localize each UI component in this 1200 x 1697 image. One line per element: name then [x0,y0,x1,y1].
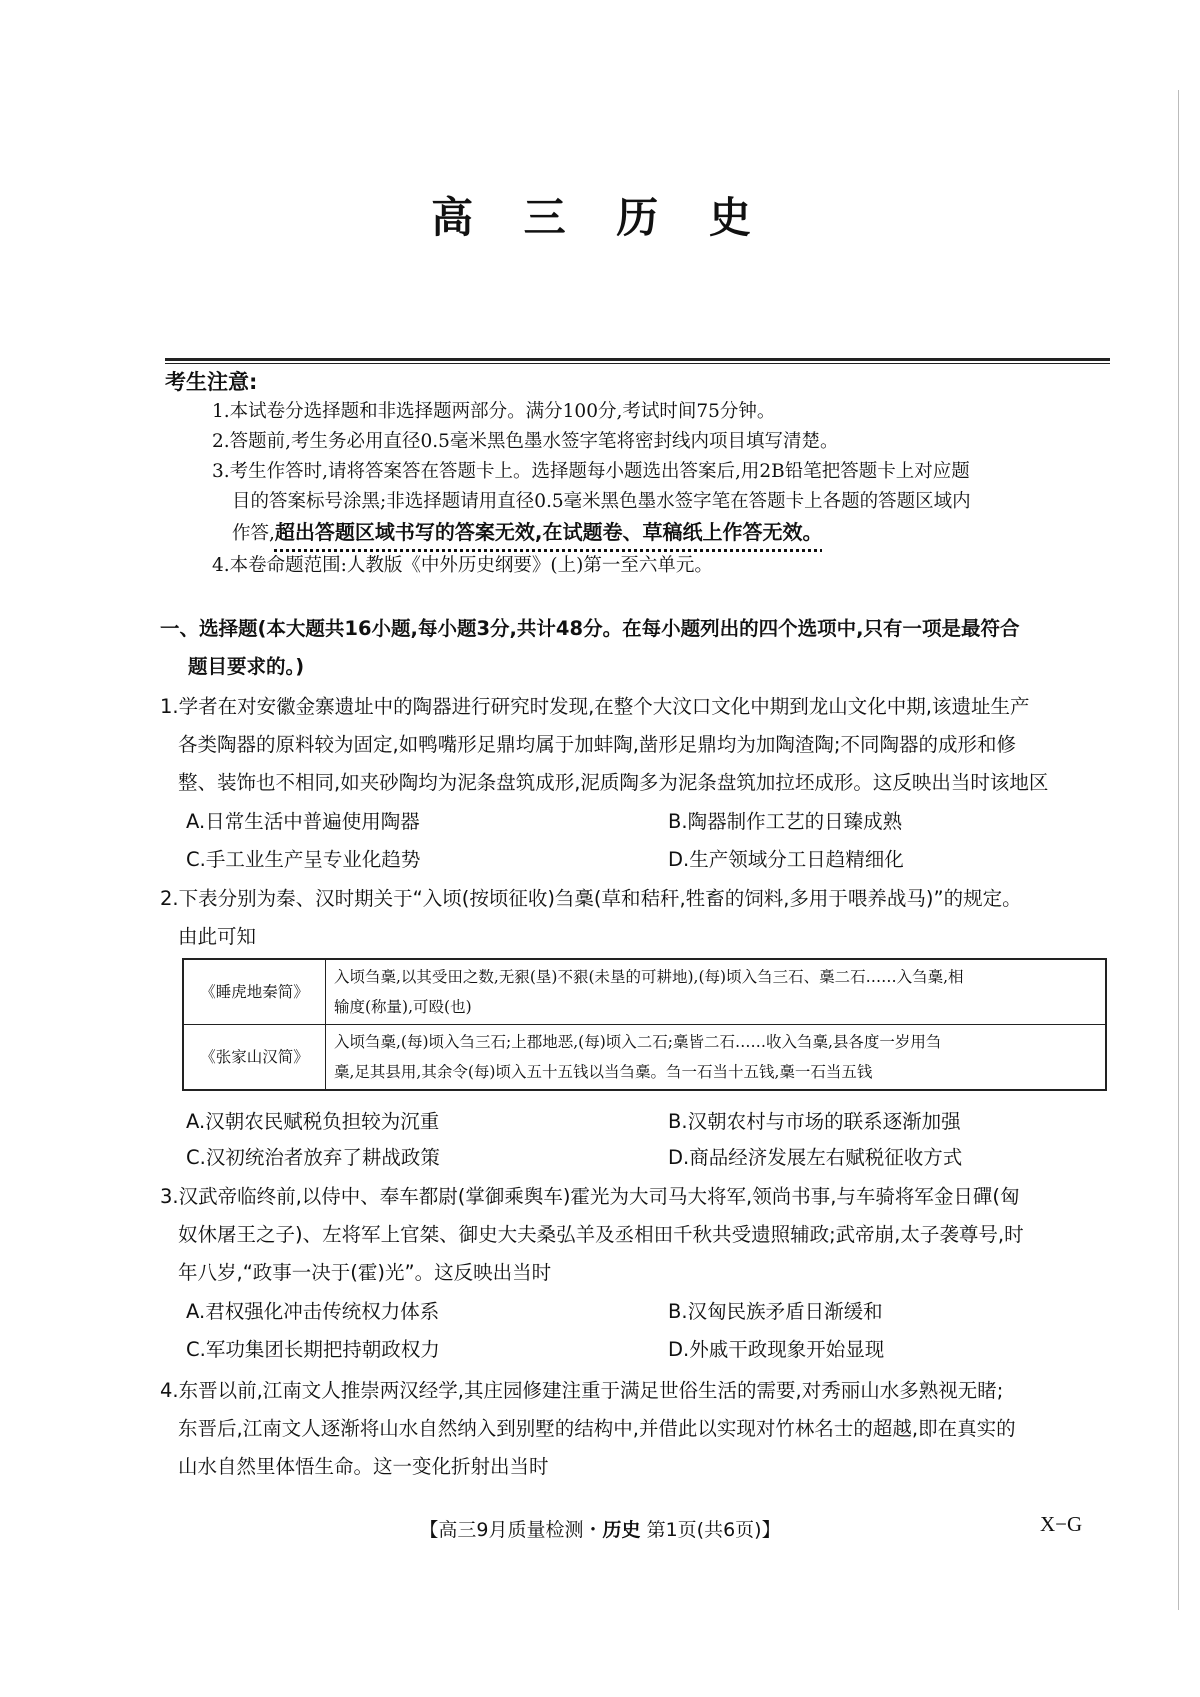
question-line: 各类陶器的原料较为固定,如鸭嘴形足鼎均属于加蚌陶,凿形足鼎均为加陶渣陶;不同陶器的成形和修 [178,733,1016,756]
table-row [183,959,1106,1025]
table-text-line: 输度(称量),可殴(也) [334,998,472,1016]
question-line: 年八岁,“政事一决于(霍)光”。这反映出当时 [178,1261,552,1284]
table-row [183,1025,1106,1091]
question-line: 3.汉武帝临终前,以侍中、奉车都尉(掌御乘舆车)霍光为大司马大将军,领尚书事,与车骑将军金日磾(匈 [160,1185,1020,1208]
question-line: 由此可知 [178,925,257,948]
divider [165,358,1110,361]
notice-item: 2.答题前,考生务必用直径0.5毫米黑色墨水签字笔将密封线内项目填写清楚。 [212,431,839,452]
section-heading [160,610,1115,686]
table-cell-source: 《张家山汉简》 [183,1025,326,1091]
scan-edge [1178,90,1179,1610]
question-line: 奴休屠王之子)、左将军上官桀、御史大夫桑弘羊及丞相田千秋共受遗照辅政;武帝崩,太子袭尊号,时 [178,1223,1024,1246]
option-c: C.汉初统治者放弃了耕战政策 [186,1146,440,1169]
section-heading-line: 一、选择题(本大题共16小题,每小题3分,共计48分。在每小题列出的四个选项中,只有一项是最符合 [160,617,1020,640]
notice-item: 1.本试卷分选择题和非选择题两部分。满分100分,考试时间75分钟。 [212,401,776,422]
question-line: 4.东晋以前,江南文人推崇两汉经学,其庄园修建注重于满足世俗生活的需要,对秀丽山水多熟视无睹; [160,1379,1004,1402]
option-a: A.汉朝农民赋税负担较为沉重 [186,1110,440,1133]
page-title: 高 三 历 史 [431,193,769,242]
footer-exam: 【高三9月质量检测・ [419,1519,603,1541]
regulation-table [182,958,1107,1091]
notice-item: 4.本卷命题范围:人教版《中外历史纲要》(上)第一至六单元。 [212,555,713,576]
question-line: 东晋后,江南文人逐渐将山水自然纳入到别墅的结构中,并借此以实现对竹林名士的超越,即在真实的 [178,1417,1016,1440]
option-b: B.汉朝农村与市场的联系逐渐加强 [668,1110,961,1133]
option-c: C.手工业生产呈专业化趋势 [186,848,421,871]
option-b: B.陶器制作工艺的日臻成熟 [668,810,903,833]
option-d: D.外戚干政现象开始显现 [668,1338,885,1361]
table-cell-source: 《睡虎地秦简》 [183,959,326,1025]
table-text-line: 入顷刍稾,以其受田之数,无豤(垦)不豤(未垦的可耕地),(每)顷入刍三石、稾二石……入刍稾,相 [334,968,964,986]
question-4 [160,1372,1115,1486]
question-2 [160,880,1115,956]
option-a: A.君权强化冲击传统权力体系 [186,1300,440,1323]
notice-item: 目的答案标号涂黑;非选择题请用直径0.5毫米黑色墨水签字笔在答题卡上各题的答题区域内 [232,491,971,512]
notice-item: 3.考生作答时,请将答案答在答题卡上。选择题每小题选出答案后,用2B铅笔把答题卡上对应题 [212,461,970,482]
question-3 [160,1178,1115,1292]
notice-heading: 考生注意: [165,370,258,394]
divider [165,363,1110,364]
option-c: C.军功集团长期把持朝政权力 [186,1338,440,1361]
page-footer [0,1515,1200,1542]
footer-subject: 历史 [602,1519,641,1541]
question-line: 1.学者在对安徽金寨遗址中的陶器进行研究时发现,在整个大汶口文化中期到龙山文化中期,该遗址生产 [160,695,1030,718]
option-d: D.商品经济发展左右赋税征收方式 [668,1146,963,1169]
notice-emphasis: 超出答题区域书写的答案无效,在试题卷、草稿纸上作答无效。 [274,520,823,544]
footer-page: 第1页(共6页)】 [640,1519,781,1541]
table-text-line: 稾,足其县用,其余令(每)顷入五十五钱以当刍稾。刍一石当十五钱,稾一石当五钱 [334,1063,873,1081]
section-heading-line: 题目要求的。) [188,655,305,678]
notice-text: 作答, [232,523,275,544]
question-line: 山水自然里体悟生命。这一变化折射出当时 [178,1455,549,1478]
question-line: 整、装饰也不相同,如夹砂陶均为泥条盘筑成形,泥质陶多为泥条盘筑加拉坯成形。这反映出当时该地区 [178,771,1049,794]
question-1 [160,688,1115,802]
notice-item [232,518,1132,548]
option-b: B.汉匈民族矛盾日渐缓和 [668,1300,883,1323]
table-text-line: 入顷刍稾,(每)顷入刍三石;上郡地恶,(每)顷入二石;稾皆二石……收入刍稾,县各度一岁用刍 [334,1033,942,1051]
option-d: D.生产领域分工日趋精细化 [668,848,904,871]
table-cell-text [326,1025,1107,1091]
question-line: 2.下表分别为秦、汉时期关于“入顷(按顷征收)刍稾(草和秸秆,牲畜的饲料,多用于喂养战马)”的规定。 [160,887,1022,910]
table-cell-text [326,959,1107,1025]
paper-code: X−G [1040,1512,1083,1536]
option-a: A.日常生活中普遍使用陶器 [186,810,420,833]
